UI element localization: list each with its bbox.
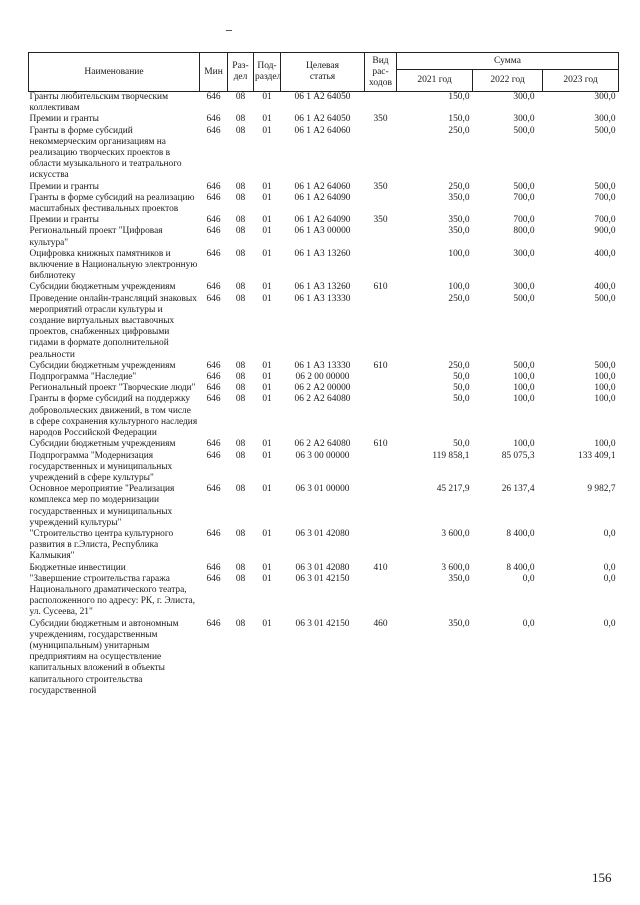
cell-sum-2022: 700,0 (513, 192, 535, 203)
table-row (29, 126, 619, 182)
cell-sum-2022: 100,0 (513, 372, 535, 383)
cell-target-article: 06 1 А2 64060 (294, 181, 351, 192)
cell-razdel: 08 (235, 293, 246, 304)
table-row (29, 574, 619, 619)
cell-sum-2021: 50,0 (453, 383, 470, 394)
cell-expense-type (365, 451, 397, 485)
table-row (29, 529, 619, 563)
cell-target-article: 06 3 01 00000 (295, 484, 350, 495)
cell-razdel: 08 (235, 372, 246, 383)
cell-sum-2022: 300,0 (513, 248, 535, 259)
cell-podrazdel: 01 (262, 181, 272, 192)
cell-expense-type (365, 193, 397, 215)
cell-target-article: 06 1 А3 00000 (294, 226, 351, 237)
table-row (29, 193, 619, 215)
cell-sum-2023: 400,0 (594, 248, 616, 259)
cell-sum-2021: 3 600,0 (441, 528, 470, 539)
cell-expense-type: 350 (373, 215, 388, 226)
cell-target-article: 06 1 А3 13330 (294, 360, 351, 371)
header-year-2023: 2023 год (543, 70, 619, 92)
cell-name: Бюджетные инвестиции (29, 562, 126, 573)
cell-target-article: 06 3 01 42150 (295, 618, 350, 629)
cell-name: "Завершение строительства гаража Национального драматического театра, расположенного по адресу: РК, г. Элиста, ул. Сусеева, 21" (29, 573, 195, 618)
cell-target-article: 06 1 А3 13260 (294, 282, 351, 293)
cell-target-article: 06 1 А3 13260 (294, 248, 351, 259)
cell-sum-2021: 45 217,9 (436, 484, 470, 495)
cell-sum-2021: 3 600,0 (441, 562, 470, 573)
cell-sum-2023: 0,0 (603, 573, 616, 584)
cell-min: 646 (206, 562, 221, 573)
cell-sum-2022: 300,0 (513, 282, 535, 293)
table-row (29, 92, 619, 115)
cell-sum-2023: 133 409,1 (578, 450, 616, 461)
cell-name: Премии и гранты (29, 181, 99, 192)
cell-expense-type: 350 (373, 114, 388, 125)
cell-sum-2023: 700,0 (594, 192, 616, 203)
cell-expense-type (365, 394, 397, 439)
cell-sum-2022: 300,0 (513, 92, 535, 102)
cell-razdel: 08 (235, 394, 246, 405)
header-min: Мин (200, 53, 228, 92)
cell-name: Подпрограмма "Наследие" (29, 372, 137, 383)
cell-sum-2023: 500,0 (594, 293, 616, 304)
cell-razdel: 08 (235, 215, 246, 226)
header-razdel: Раз- дел (228, 53, 254, 92)
page-number: 156 (592, 870, 612, 885)
cell-razdel: 08 (235, 114, 246, 125)
cell-razdel: 08 (235, 248, 246, 259)
cell-sum-2023: 9 982,7 (587, 484, 616, 495)
cell-sum-2021: 250,0 (448, 181, 470, 192)
cell-sum-2023: 500,0 (594, 360, 616, 371)
cell-name: Гранты в форме субсидий на поддержку добровольческих движений, в том числе в сфере сохранения культурного наследия народов Российской Федерации (29, 394, 198, 439)
cell-sum-2023: 0,0 (603, 562, 616, 573)
cell-razdel: 08 (235, 92, 246, 102)
cell-sum-2022: 700,0 (513, 215, 535, 226)
cell-target-article: 06 2 А2 64080 (294, 439, 351, 450)
cell-name: Подпрограмма "Модернизация государственных и муниципальных учреждений в сфере культуры" (29, 450, 173, 483)
cell-sum-2021: 100,0 (448, 282, 470, 293)
cell-min: 646 (206, 383, 221, 394)
cell-sum-2023: 300,0 (594, 114, 616, 125)
cell-podrazdel: 01 (262, 573, 272, 584)
cell-razdel: 08 (235, 360, 246, 371)
cell-podrazdel: 01 (262, 618, 272, 629)
cell-razdel: 08 (235, 528, 246, 539)
cell-razdel: 08 (235, 181, 246, 192)
cell-podrazdel: 01 (262, 282, 272, 293)
table-row (29, 439, 619, 450)
cell-sum-2021: 350,0 (448, 192, 470, 203)
cell-min: 646 (206, 282, 221, 293)
cell-name: Премии и гранты (29, 215, 99, 226)
cell-expense-type (365, 484, 397, 529)
cell-sum-2023: 500,0 (594, 125, 616, 136)
cell-name: Оцифровка книжных памятников и включение в Национальную электронную библиотеку (29, 248, 198, 282)
cell-sum-2021: 250,0 (448, 125, 470, 136)
cell-target-article: 06 3 01 42080 (295, 528, 350, 539)
cell-podrazdel: 01 (262, 562, 272, 573)
cell-name: Региональный проект "Цифровая культура" (29, 226, 163, 248)
cell-sum-2021: 50,0 (453, 394, 470, 405)
cell-min: 646 (206, 439, 221, 450)
cell-expense-type (365, 574, 397, 619)
cell-sum-2022: 26 137,4 (501, 484, 535, 495)
cell-sum-2022: 8 400,0 (506, 562, 535, 573)
table-row (29, 484, 619, 529)
cell-sum-2021: 250,0 (448, 360, 470, 371)
budget-table (28, 52, 619, 697)
table-row (29, 215, 619, 226)
table-row (29, 383, 619, 394)
table-row (29, 394, 619, 439)
cell-podrazdel: 01 (262, 293, 272, 304)
cell-sum-2022: 500,0 (513, 360, 535, 371)
cell-razdel: 08 (235, 562, 246, 573)
table-row (29, 182, 619, 193)
cell-expense-type (365, 92, 397, 115)
cell-target-article: 06 1 А3 13330 (294, 293, 351, 304)
cell-target-article: 06 3 01 42080 (295, 562, 350, 573)
cell-sum-2022: 100,0 (513, 383, 535, 394)
header-name: Наименование (29, 53, 200, 92)
cell-razdel: 08 (235, 439, 246, 450)
cell-razdel: 08 (235, 282, 246, 293)
table-row (29, 282, 619, 293)
cell-target-article: 06 3 01 42150 (295, 573, 350, 584)
cell-expense-type (365, 294, 397, 361)
cell-min: 646 (206, 181, 221, 192)
header-celevaya: Целевая статья (281, 53, 365, 92)
cell-sum-2022: 100,0 (513, 394, 535, 405)
cell-podrazdel: 01 (262, 394, 272, 405)
cell-name: Субсидии бюджетным учреждениям (29, 282, 176, 293)
table-body (29, 92, 619, 697)
cell-expense-type (365, 126, 397, 182)
cell-sum-2021: 350,0 (448, 226, 470, 237)
cell-sum-2022: 800,0 (513, 226, 535, 237)
cell-razdel: 08 (235, 573, 246, 584)
cell-min: 646 (206, 192, 221, 203)
cell-min: 646 (206, 394, 221, 405)
cell-min: 646 (206, 248, 221, 259)
cell-podrazdel: 01 (262, 192, 272, 203)
cell-sum-2022: 500,0 (513, 293, 535, 304)
cell-min: 646 (206, 215, 221, 226)
cell-name: Основное мероприятие "Реализация комплекса мер по модернизации государственных и муниципальных учреждений культуры" (29, 484, 175, 528)
cell-name: Региональный проект "Творческие люди" (29, 383, 196, 394)
cell-sum-2021: 119 858,1 (432, 450, 470, 461)
cell-sum-2021: 50,0 (453, 372, 470, 383)
cell-min: 646 (206, 92, 221, 102)
cell-target-article: 06 1 А2 64050 (294, 114, 351, 125)
cell-target-article: 06 2 А2 00000 (294, 383, 351, 394)
cell-name: Гранты любительским творческим коллективам (29, 92, 168, 114)
cell-sum-2023: 900,0 (594, 226, 616, 237)
cell-target-article: 06 1 А2 64090 (294, 192, 351, 203)
cell-min: 646 (206, 226, 221, 237)
table-row (29, 619, 619, 697)
cell-min: 646 (206, 372, 221, 383)
cell-expense-type: 350 (373, 181, 388, 192)
cell-sum-2023: 500,0 (594, 181, 616, 192)
cell-target-article: 06 3 00 00000 (295, 450, 350, 461)
table-header (29, 53, 619, 92)
cell-sum-2021: 250,0 (448, 293, 470, 304)
cell-sum-2021: 150,0 (448, 114, 470, 125)
cell-expense-type: 610 (373, 360, 388, 371)
cell-min: 646 (206, 450, 221, 461)
header-vid: Вид рас- ходов (365, 53, 397, 92)
cell-podrazdel: 01 (262, 372, 272, 383)
cell-expense-type (365, 249, 397, 283)
cell-podrazdel: 01 (262, 383, 272, 394)
cell-podrazdel: 01 (262, 215, 272, 226)
cell-sum-2023: 0,0 (603, 618, 616, 629)
cell-podrazdel: 01 (262, 360, 272, 371)
cell-sum-2021: 350,0 (448, 618, 470, 629)
cell-podrazdel: 01 (262, 439, 272, 450)
cell-min: 646 (206, 573, 221, 584)
header-podrazdel: Под- раздел (254, 53, 281, 92)
cell-razdel: 08 (235, 125, 246, 136)
cell-expense-type: 610 (373, 439, 388, 450)
cell-sum-2022: 100,0 (513, 439, 535, 450)
cell-sum-2022: 300,0 (513, 114, 535, 125)
cell-expense-type: 610 (373, 282, 388, 293)
cell-podrazdel: 01 (262, 248, 272, 259)
table-row (29, 114, 619, 125)
cell-min: 646 (206, 125, 221, 136)
cell-razdel: 08 (235, 226, 246, 237)
cell-podrazdel: 01 (262, 226, 272, 237)
cell-razdel: 08 (235, 450, 246, 461)
cell-podrazdel: 01 (262, 484, 272, 495)
cell-target-article: 06 1 А2 64060 (294, 125, 351, 136)
cell-sum-2023: 100,0 (594, 439, 616, 450)
cell-target-article: 06 2 А2 64080 (294, 394, 351, 405)
table-row (29, 451, 619, 485)
cell-podrazdel: 01 (262, 114, 272, 125)
cell-razdel: 08 (235, 383, 246, 394)
cell-sum-2022: 0,0 (522, 573, 535, 584)
page-mark (226, 30, 232, 31)
cell-expense-type (365, 529, 397, 563)
cell-razdel: 08 (235, 192, 246, 203)
cell-expense-type (365, 372, 397, 383)
table-row (29, 249, 619, 283)
cell-target-article: 06 1 А2 64090 (294, 215, 351, 226)
cell-sum-2023: 700,0 (594, 215, 616, 226)
cell-sum-2022: 85 075,3 (501, 450, 535, 461)
cell-sum-2023: 100,0 (594, 383, 616, 394)
cell-razdel: 08 (235, 618, 246, 629)
cell-expense-type (365, 383, 397, 394)
cell-sum-2023: 400,0 (594, 282, 616, 293)
cell-sum-2022: 0,0 (522, 618, 535, 629)
cell-name: Субсидии бюджетным учреждениям (29, 439, 176, 450)
cell-sum-2021: 350,0 (448, 573, 470, 584)
cell-sum-2023: 0,0 (603, 528, 616, 539)
table-row (29, 563, 619, 574)
table-row (29, 361, 619, 372)
cell-name: Гранты в форме субсидий на реализацию масштабных фестивальных проектов (29, 192, 195, 215)
cell-sum-2022: 8 400,0 (506, 528, 535, 539)
cell-min: 646 (206, 618, 221, 629)
cell-podrazdel: 01 (262, 125, 272, 136)
cell-sum-2022: 500,0 (513, 125, 535, 136)
cell-expense-type (365, 226, 397, 248)
cell-sum-2021: 100,0 (448, 248, 470, 259)
header-year-2021: 2021 год (397, 70, 473, 92)
header-year-2022: 2022 год (473, 70, 543, 92)
cell-target-article: 06 1 А2 64050 (294, 92, 351, 102)
cell-target-article: 06 2 00 00000 (295, 372, 350, 383)
table-row (29, 294, 619, 361)
cell-min: 646 (206, 114, 221, 125)
header-summa: Сумма (397, 53, 619, 70)
cell-razdel: 08 (235, 484, 246, 495)
cell-min: 646 (206, 293, 221, 304)
cell-sum-2023: 300,0 (594, 92, 616, 102)
cell-name: Субсидии бюджетным и автономным учреждениям, государственным (муниципальным) унитарным предприятиям на осуществление капитальных вложений в объекты капитального строительства государственной (29, 618, 179, 696)
cell-sum-2021: 350,0 (448, 215, 470, 226)
table-row (29, 372, 619, 383)
cell-name: Премии и гранты (29, 114, 99, 125)
cell-name: "Строительство центра культурного развития в г.Элиста, Республика Калмыкия" (29, 528, 174, 562)
cell-min: 646 (206, 484, 221, 495)
cell-podrazdel: 01 (262, 528, 272, 539)
cell-podrazdel: 01 (262, 92, 272, 102)
cell-expense-type: 460 (373, 618, 388, 629)
cell-name: Гранты в форме субсидий некоммерческим организациям на реализацию творческих проектов в области музыкального и театрального искусства (29, 125, 182, 181)
table-row (29, 226, 619, 248)
cell-name: Субсидии бюджетным учреждениям (29, 360, 176, 371)
cell-min: 646 (206, 360, 221, 371)
cell-sum-2023: 100,0 (594, 394, 616, 405)
cell-sum-2022: 500,0 (513, 181, 535, 192)
cell-sum-2021: 150,0 (448, 92, 470, 102)
cell-podrazdel: 01 (262, 450, 272, 461)
cell-sum-2023: 100,0 (594, 372, 616, 383)
cell-min: 646 (206, 528, 221, 539)
cell-expense-type: 410 (373, 562, 388, 573)
cell-name: Проведение онлайн-трансляций знаковых мероприятий отрасли культуры и создание виртуальных выставочных проектов, снабженных цифровыми гидами в формате дополнительной реальности (29, 293, 197, 360)
cell-sum-2021: 50,0 (453, 439, 470, 450)
